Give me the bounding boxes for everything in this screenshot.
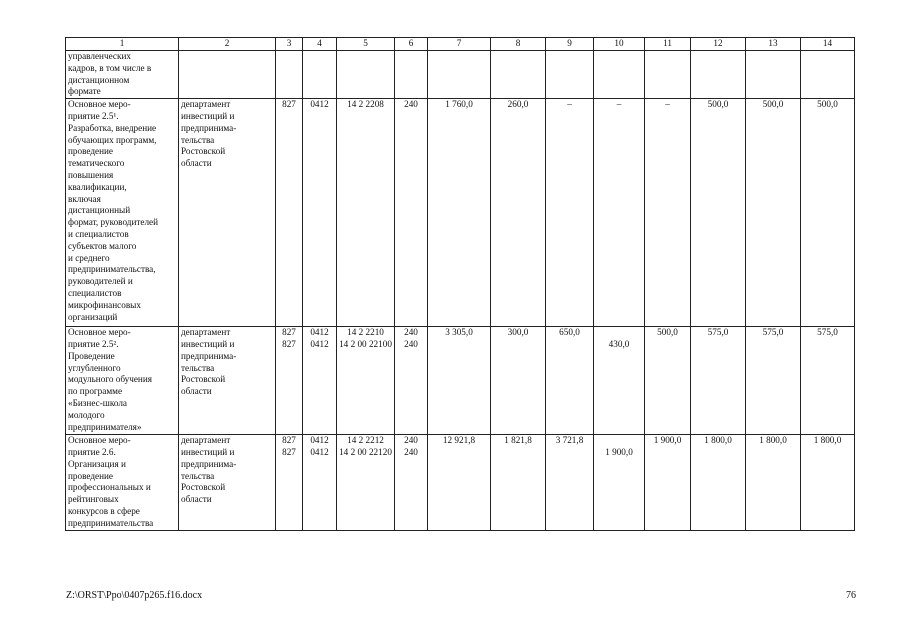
amount-cell: 1 821,8 [491,435,546,531]
header-cell: 11 [645,38,691,51]
measure-name-cell: Основное меро- приятие 2.5². Проведение углубленного модульного обучения по программе «Бизнес-школа молодого предпринимателя» [66,327,179,435]
csr-cell: 14 2 2210 14 2 00 22100 [337,327,395,435]
executor-cell: департамент инвестиций и предпринима- тельства Ростовской области [179,435,276,531]
header-cell: 12 [691,38,746,51]
grbs-cell: 827 827 [276,327,303,435]
executor-cell: департамент инвестиций и предпринима- тельства Ростовской области [179,99,276,327]
total-cell: 3 305,0 [428,327,491,435]
header-cell: 6 [395,38,428,51]
vr-cell: 240 240 [395,327,428,435]
amount-cell: 650,0 [546,327,594,435]
rzpr-cell: 0412 0412 [303,435,337,531]
amount-cell: 575,0 [746,327,801,435]
amount-cell: 1 800,0 [746,435,801,531]
footer-file-path: Z:\ORST\Ppo\0407p265.f16.docx [66,590,203,601]
amount-cell: 260,0 [491,99,546,327]
rzpr-cell: 0412 0412 [303,327,337,435]
page-number: 76 [846,590,856,601]
header-cell: 9 [546,38,594,51]
header-cell: 8 [491,38,546,51]
total-cell: 12 921,8 [428,435,491,531]
csr-cell: 14 2 2212 14 2 00 22120 [337,435,395,531]
measure-name-cell: управленческих кадров, в том числе в дистанционном формате [66,51,179,99]
amount-cell: 3 721,8 [546,435,594,531]
amount-cell: 430,0 [594,327,645,435]
amount-cell: – [546,99,594,327]
amount-cell: 500,0 [691,99,746,327]
amount-cell: 575,0 [801,327,855,435]
header-cell: 1 [66,38,179,51]
amount-cell: 500,0 [645,327,691,435]
table-row [66,51,855,99]
header-row [66,38,855,51]
header-cell: 2 [179,38,276,51]
header-cell: 7 [428,38,491,51]
header-cell: 3 [276,38,303,51]
amount-cell: – [645,99,691,327]
total-cell: 1 760,0 [428,99,491,327]
amount-cell: 500,0 [801,99,855,327]
table-row [66,435,855,531]
measure-name-cell: Основное меро- приятие 2.6. Организация и проведение профессиональных и рейтинговых конкурсов в сфере предпринимательства [66,435,179,531]
table-row [66,327,855,435]
amount-cell: – [594,99,645,327]
amount-cell: 1 900,0 [645,435,691,531]
amount-cell: 1 900,0 [594,435,645,531]
rzpr-cell: 0412 [303,99,337,327]
amount-cell: 575,0 [691,327,746,435]
amount-cell: 1 800,0 [801,435,855,531]
amount-cell: 1 800,0 [691,435,746,531]
vr-cell: 240 240 [395,435,428,531]
header-cell: 10 [594,38,645,51]
header-cell: 5 [337,38,395,51]
amount-cell: 300,0 [491,327,546,435]
header-cell: 14 [801,38,855,51]
vr-cell: 240 [395,99,428,327]
amount-cell: 500,0 [746,99,801,327]
grbs-cell: 827 827 [276,435,303,531]
csr-cell: 14 2 2208 [337,99,395,327]
budget-table [65,37,855,531]
grbs-cell: 827 [276,99,303,327]
table-row [66,99,855,327]
header-cell: 13 [746,38,801,51]
header-cell: 4 [303,38,337,51]
executor-cell: департамент инвестиций и предпринима- тельства Ростовской области [179,327,276,435]
measure-name-cell: Основное меро- приятие 2.5¹. Разработка, внедрение обучающих программ, проведение тематического повышения квалификации, включая дистанционный формат, руководителей и специалистов субъектов малого и среднего предпринимательства, руководителей и специалистов микрофинансовых организаций [66,99,179,327]
